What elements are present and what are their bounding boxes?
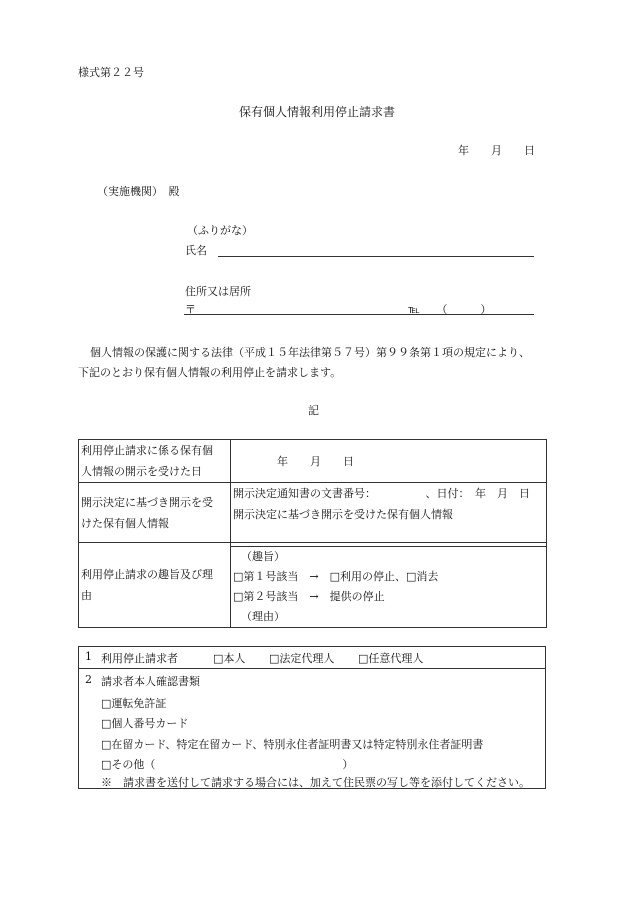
doc-my-number-card[interactable]: □個人番号カード: [101, 717, 189, 730]
disclosure-date-field[interactable]: 年 月 日: [231, 440, 547, 483]
address-underline[interactable]: [184, 314, 534, 315]
gist-label: （趣旨）: [241, 550, 285, 563]
table-row: [79, 543, 547, 628]
disclosure-date-label: 利用停止請求に係る保有個 人情報の開示を受けた日: [79, 440, 231, 483]
disclosed-info-field[interactable]: 開示決定通知書の文書番号： 、日付： 年 月 日 開示決定に基づき開示を受けた保有個人情報: [231, 483, 547, 543]
row-number-2: 2: [85, 673, 92, 686]
ki-heading: 記: [308, 404, 319, 417]
reason-label: （理由）: [241, 610, 285, 623]
address-label: 住所又は居所: [185, 285, 251, 298]
option-principal[interactable]: □本人: [213, 652, 246, 665]
requester-type-label: 利用停止請求者: [101, 652, 178, 665]
table-row: [79, 483, 547, 543]
identity-docs-label: 請求者本人確認書類: [101, 675, 200, 688]
doc-drivers-license[interactable]: □運転免許証: [101, 697, 167, 710]
purpose-reason-field[interactable]: [231, 543, 547, 628]
identity-box: [78, 646, 546, 789]
option-legal-agent[interactable]: □法定代理人: [269, 652, 335, 665]
doc-residence-card[interactable]: □在留カード、特定在留カード、特別永住者証明書又は特定特別永住者証明書: [101, 738, 484, 751]
date-line: 年 月 日: [458, 144, 535, 157]
table-row: [79, 440, 547, 483]
addressee-org: （実施機関） 殿: [97, 185, 180, 198]
disclosed-info-label: 開示決定に基づき開示を受 けた保有個人情報: [79, 483, 231, 543]
page-title: 保有個人情報利用停止請求書: [239, 105, 396, 119]
requester-type-row: [79, 647, 545, 669]
option-item-1[interactable]: □第１号該当 → □利用の停止、□消去: [233, 570, 439, 583]
purpose-reason-label: 利用停止請求の趣旨及び理 由: [79, 543, 231, 628]
tel-label: ℡ （ ）: [408, 303, 492, 316]
furigana-label: （ふりがな）: [187, 224, 253, 237]
doc-other[interactable]: □その他（ ）: [101, 758, 354, 771]
form-number: 様式第２２号: [78, 66, 144, 79]
option-item-2[interactable]: □第２号該当 → 提供の停止: [233, 590, 385, 603]
request-details-table: [78, 439, 547, 628]
row-number-1: 1: [85, 650, 92, 663]
postal-mark: 〒: [185, 303, 196, 316]
request-paragraph-line1: 個人情報の保護に関する法律（平成１５年法律第５７号）第９９条第１項の規定により、: [90, 346, 530, 359]
request-paragraph-line2: 下記のとおり保有個人情報の利用停止を請求します。: [78, 366, 342, 379]
option-voluntary-agent[interactable]: □任意代理人: [358, 652, 424, 665]
name-underline[interactable]: [218, 256, 534, 257]
name-label: 氏名: [185, 244, 207, 257]
attachment-note: ※ 請求書を送付して請求する場合には、加えて住民票の写し等を添付してください。: [101, 776, 530, 789]
